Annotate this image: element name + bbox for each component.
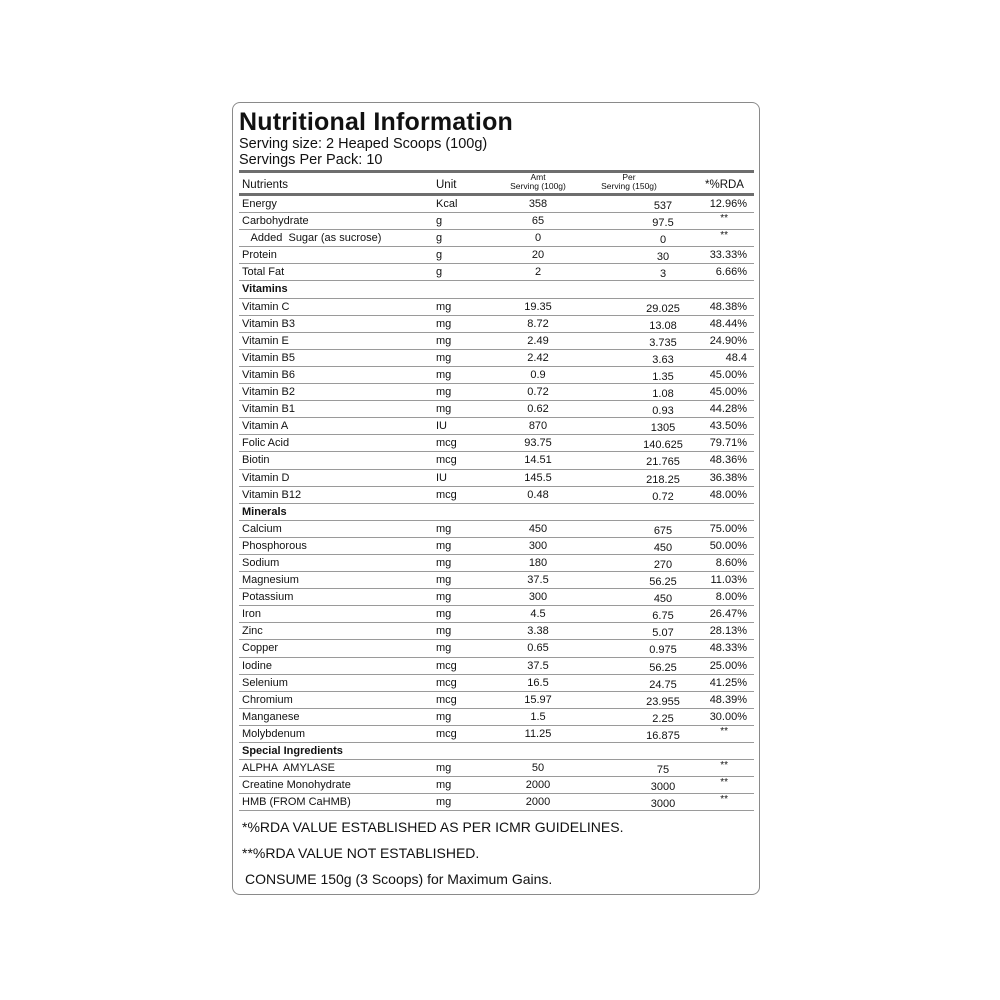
nutrient-name: Vitamin E [242, 334, 289, 347]
nutrient-name: Phosphorous [242, 539, 307, 552]
note-consume: CONSUME 150g (3 Scoops) for Maximum Gains. [245, 871, 553, 887]
col-rda: *%RDA [705, 179, 744, 191]
nutrient-unit: mg [436, 368, 452, 381]
amount-per-150g: 140.625 [643, 439, 683, 452]
col-unit: Unit [436, 179, 457, 191]
rda-percent: 45.00% [709, 368, 747, 381]
nutrient-row [239, 640, 754, 657]
rda-percent: 8.60% [715, 556, 747, 569]
rda-percent: 44.28% [709, 403, 747, 416]
nutrient-name: Iodine [242, 659, 272, 672]
nutrient-unit: mcg [436, 693, 457, 706]
nutrient-name: Vitamin B3 [242, 317, 295, 330]
rda-percent: 48.44% [709, 317, 747, 330]
amount-per-150g: 56.25 [649, 576, 677, 589]
amount-per-100g: 3.38 [527, 625, 549, 638]
nutrient-unit: mg [436, 522, 452, 535]
nutrient-unit: mg [436, 317, 452, 330]
rda-percent: ** [720, 725, 728, 737]
rda-percent: 48.4 [725, 351, 747, 364]
nutrient-name: Sodium [242, 556, 280, 569]
amount-per-100g: 2.49 [527, 334, 549, 347]
rda-percent: 50.00% [709, 539, 747, 552]
section-header-row [239, 743, 754, 760]
nutrient-unit: mg [436, 386, 452, 399]
nutrient-name: Vitamin A [242, 420, 289, 433]
amount-per-100g: 19.35 [524, 300, 552, 313]
note-rda-icmr: *%RDA VALUE ESTABLISHED AS PER ICMR GUIDELINES. [242, 819, 624, 835]
nutrient-unit: Kcal [436, 198, 458, 210]
nutrient-row [239, 435, 754, 452]
amount-per-100g: 1.5 [530, 710, 546, 723]
nutrient-unit: mcg [436, 488, 457, 501]
amount-per-150g: 0.72 [652, 490, 674, 503]
serving-size: Serving size: 2 Heaped Scoops (100g) [239, 136, 488, 152]
amount-per-100g: 300 [528, 591, 548, 604]
nutrient-unit: mg [436, 403, 452, 416]
nutrient-row [239, 692, 754, 709]
rda-percent: ** [720, 230, 728, 242]
nutrient-row [239, 777, 754, 794]
amount-per-150g: 30 [656, 251, 670, 264]
nutrient-unit: mg [436, 556, 452, 569]
amount-per-150g: 675 [653, 524, 673, 537]
amount-per-150g: 23.955 [646, 695, 680, 708]
amount-per-150g: 5.07 [652, 627, 674, 640]
nutrient-unit: IU [436, 471, 447, 484]
nutrient-name: Vitamins [242, 283, 288, 296]
amount-per-150g: 56.25 [649, 661, 677, 674]
nutrient-name: Zinc [242, 625, 263, 638]
nutrient-table [239, 196, 754, 811]
col-per-line2: Serving (150g) [601, 181, 657, 191]
amount-per-100g: 8.72 [527, 317, 549, 330]
section-header-row [239, 281, 754, 298]
nutrient-unit: mg [436, 351, 452, 364]
rda-percent: 33.33% [709, 249, 747, 262]
amount-per-150g: 1.35 [652, 370, 674, 383]
amount-per-100g: 870 [528, 420, 548, 433]
nutrient-name: Added Sugar (as sucrose) [242, 232, 382, 245]
amount-per-150g: 6.75 [652, 610, 674, 623]
amount-per-100g: 145.5 [524, 471, 552, 484]
rda-percent: 48.33% [709, 642, 747, 655]
nutrient-unit: IU [436, 420, 447, 433]
rda-percent: 36.38% [709, 471, 747, 484]
col-amt-line1: Amt [530, 172, 546, 182]
nutrient-row [239, 572, 754, 589]
amount-per-150g: 24.75 [649, 678, 677, 691]
nutrient-name: Vitamin B5 [242, 351, 295, 364]
nutrient-unit: mg [436, 642, 452, 655]
nutrient-unit: mg [436, 608, 452, 621]
rda-percent: ** [720, 760, 728, 772]
nutrient-row [239, 247, 754, 264]
amount-per-100g: 2 [534, 266, 542, 279]
rda-percent: ** [720, 794, 728, 806]
nutrient-row [239, 487, 754, 504]
amount-per-150g: 3.735 [649, 336, 677, 349]
nutrient-row [239, 264, 754, 281]
rda-percent: 12.96% [709, 198, 747, 210]
nutrient-name: Biotin [242, 454, 270, 467]
rda-percent: 79.71% [709, 437, 747, 450]
rda-percent: 48.36% [709, 454, 747, 467]
nutrient-row [239, 401, 754, 418]
amount-per-100g: 50 [531, 762, 545, 775]
amount-per-150g: 3000 [650, 798, 676, 811]
amount-per-150g: 450 [653, 541, 673, 554]
amount-per-150g: 450 [653, 593, 673, 606]
nutrient-row [239, 606, 754, 623]
nutrient-name: Creatine Monohydrate [242, 779, 351, 792]
nutrient-unit: mcg [436, 437, 457, 450]
nutrient-unit: mg [436, 591, 452, 604]
nutrient-name: Iron [242, 608, 261, 621]
rda-percent: 45.00% [709, 386, 747, 399]
col-per [592, 173, 666, 191]
rda-percent: 8.00% [715, 591, 747, 604]
rda-percent: 26.47% [709, 608, 747, 621]
nutrient-row [239, 555, 754, 572]
section-header-row [239, 504, 754, 521]
col-nutrients: Nutrients [242, 179, 289, 191]
amount-per-100g: 0.72 [527, 386, 549, 399]
nutrient-unit: g [436, 266, 443, 279]
amount-per-100g: 15.97 [524, 693, 552, 706]
nutrient-unit: mcg [436, 454, 457, 467]
nutrient-row [239, 794, 754, 811]
amount-per-150g: 16.875 [646, 729, 680, 742]
nutrient-name: Folic Acid [242, 437, 290, 450]
nutrient-unit: g [436, 232, 443, 245]
nutrient-name: Vitamin B1 [242, 403, 295, 416]
amount-per-100g: 20 [531, 249, 545, 262]
amount-per-150g: 13.08 [649, 319, 677, 332]
nutrition-label-panel [232, 102, 760, 895]
amount-per-100g: 300 [528, 539, 548, 552]
amount-per-150g: 21.765 [646, 456, 680, 469]
nutrient-name: Minerals [242, 505, 287, 518]
amount-per-100g: 11.25 [524, 727, 552, 740]
rda-percent: 75.00% [709, 522, 747, 535]
nutrient-name: Chromium [242, 693, 293, 706]
nutrient-row [239, 316, 754, 333]
rda-percent: 30.00% [709, 710, 747, 723]
nutrient-row [239, 675, 754, 692]
amount-per-150g: 97.5 [652, 217, 674, 230]
amount-per-100g: 450 [528, 522, 548, 535]
nutrient-unit: mg [436, 779, 452, 792]
rda-percent: 25.00% [709, 659, 747, 672]
rda-percent: 24.90% [709, 334, 747, 347]
amount-per-150g: 218.25 [646, 473, 680, 486]
nutrient-unit: mcg [436, 676, 457, 689]
nutrient-row [239, 350, 754, 367]
amount-per-100g: 358 [528, 198, 548, 210]
nutrient-row [239, 452, 754, 469]
amount-per-150g: 1305 [650, 422, 676, 435]
nutrient-name: Protein [242, 249, 277, 262]
nutrient-name: Manganese [242, 710, 300, 723]
nutrient-unit: g [436, 249, 443, 262]
nutrient-name: Magnesium [242, 574, 299, 587]
rda-percent: 11.03% [710, 574, 747, 587]
nutrient-unit: mg [436, 539, 452, 552]
amount-per-150g: 3 [659, 268, 667, 281]
nutrient-name: Potassium [242, 591, 294, 604]
amount-per-150g: 75 [656, 764, 670, 777]
nutrient-row [239, 709, 754, 726]
amount-per-100g: 2000 [525, 779, 551, 792]
rda-percent: ** [720, 213, 728, 225]
nutrient-row [239, 538, 754, 555]
nutrient-name: ALPHA AMYLASE [242, 762, 335, 775]
amount-per-100g: 2.42 [527, 351, 549, 364]
amount-per-100g: 180 [528, 556, 548, 569]
nutrient-row [239, 589, 754, 606]
nutrient-row [239, 196, 754, 213]
nutrient-name: Vitamin B6 [242, 368, 295, 381]
amount-per-100g: 0.62 [527, 403, 549, 416]
nutrient-unit: mg [436, 710, 452, 723]
nutrient-unit: g [436, 215, 443, 228]
nutrient-name: Calcium [242, 522, 282, 535]
amount-per-100g: 0.9 [530, 368, 546, 381]
label-title: Nutritional Information [239, 108, 514, 136]
rda-percent: 6.66% [715, 266, 747, 279]
rda-percent: 28.13% [709, 625, 747, 638]
col-per-line1: Per [622, 172, 636, 182]
nutrient-unit: mg [436, 334, 452, 347]
nutrient-row [239, 418, 754, 435]
servings-per-pack: Servings Per Pack: 10 [239, 152, 383, 168]
nutrient-unit: mg [436, 574, 452, 587]
col-amt-line2: Serving (100g) [510, 181, 566, 191]
rda-percent: 48.39% [709, 693, 747, 706]
rda-percent: 48.00% [709, 488, 747, 501]
nutrient-row [239, 623, 754, 640]
amount-per-150g: 1.08 [652, 388, 674, 401]
nutrient-unit: mg [436, 762, 452, 775]
amount-per-100g: 0 [534, 232, 542, 245]
amount-per-150g: 3000 [650, 781, 676, 794]
amount-per-100g: 93.75 [524, 437, 552, 450]
amount-per-100g: 16.5 [527, 676, 549, 689]
amount-per-100g: 4.5 [530, 608, 546, 621]
nutrient-name: Vitamin B12 [242, 488, 302, 501]
nutrient-row [239, 367, 754, 384]
amount-per-100g: 37.5 [527, 659, 549, 672]
note-rda-not-established: **%RDA VALUE NOT ESTABLISHED. [242, 845, 480, 861]
table-header [239, 173, 754, 194]
amount-per-150g: 2.25 [652, 712, 674, 725]
nutrient-row [239, 521, 754, 538]
nutrient-row [239, 299, 754, 316]
rda-percent: 48.38% [709, 300, 747, 313]
nutrient-unit: mg [436, 796, 452, 809]
nutrient-name: Total Fat [242, 266, 285, 279]
amount-per-100g: 37.5 [527, 574, 549, 587]
nutrient-name: Energy [242, 198, 277, 210]
amount-per-150g: 3.63 [652, 353, 674, 366]
rda-percent: ** [720, 777, 728, 789]
nutrient-name: Vitamin D [242, 471, 290, 484]
col-amt [501, 173, 575, 191]
nutrient-row [239, 470, 754, 487]
nutrient-name: Vitamin B2 [242, 386, 295, 399]
amount-per-100g: 0.48 [527, 488, 549, 501]
rda-percent: 43.50% [709, 420, 747, 433]
nutrient-row [239, 230, 754, 247]
nutrient-row [239, 760, 754, 777]
nutrient-name: Vitamin C [242, 300, 290, 313]
amount-per-150g: 0.93 [652, 405, 674, 418]
nutrient-unit: mg [436, 625, 452, 638]
nutrient-row [239, 384, 754, 401]
rda-percent: 41.25% [709, 676, 747, 689]
nutrient-unit: mcg [436, 659, 457, 672]
nutrient-name: Selenium [242, 676, 288, 689]
nutrient-name: Carbohydrate [242, 215, 309, 228]
nutrient-name: HMB (FROM CaHMB) [242, 796, 351, 809]
nutrient-name: Copper [242, 642, 279, 655]
amount-per-100g: 2000 [525, 796, 551, 809]
amount-per-100g: 14.51 [524, 454, 552, 467]
nutrient-row [239, 658, 754, 675]
amount-per-100g: 65 [531, 215, 545, 228]
nutrient-name: Molybdenum [242, 727, 305, 740]
nutrient-row [239, 213, 754, 230]
nutrient-unit: mcg [436, 727, 457, 740]
amount-per-150g: 29.025 [646, 302, 680, 315]
nutrient-name: Special Ingredients [242, 745, 343, 757]
nutrient-row [239, 333, 754, 350]
nutrient-unit: mg [436, 300, 452, 313]
amount-per-150g: 0 [659, 234, 667, 247]
amount-per-100g: 0.65 [527, 642, 549, 655]
amount-per-150g: 0.975 [649, 644, 677, 657]
amount-per-150g: 270 [653, 558, 673, 571]
nutrient-row [239, 726, 754, 743]
amount-per-150g: 537 [653, 200, 673, 212]
